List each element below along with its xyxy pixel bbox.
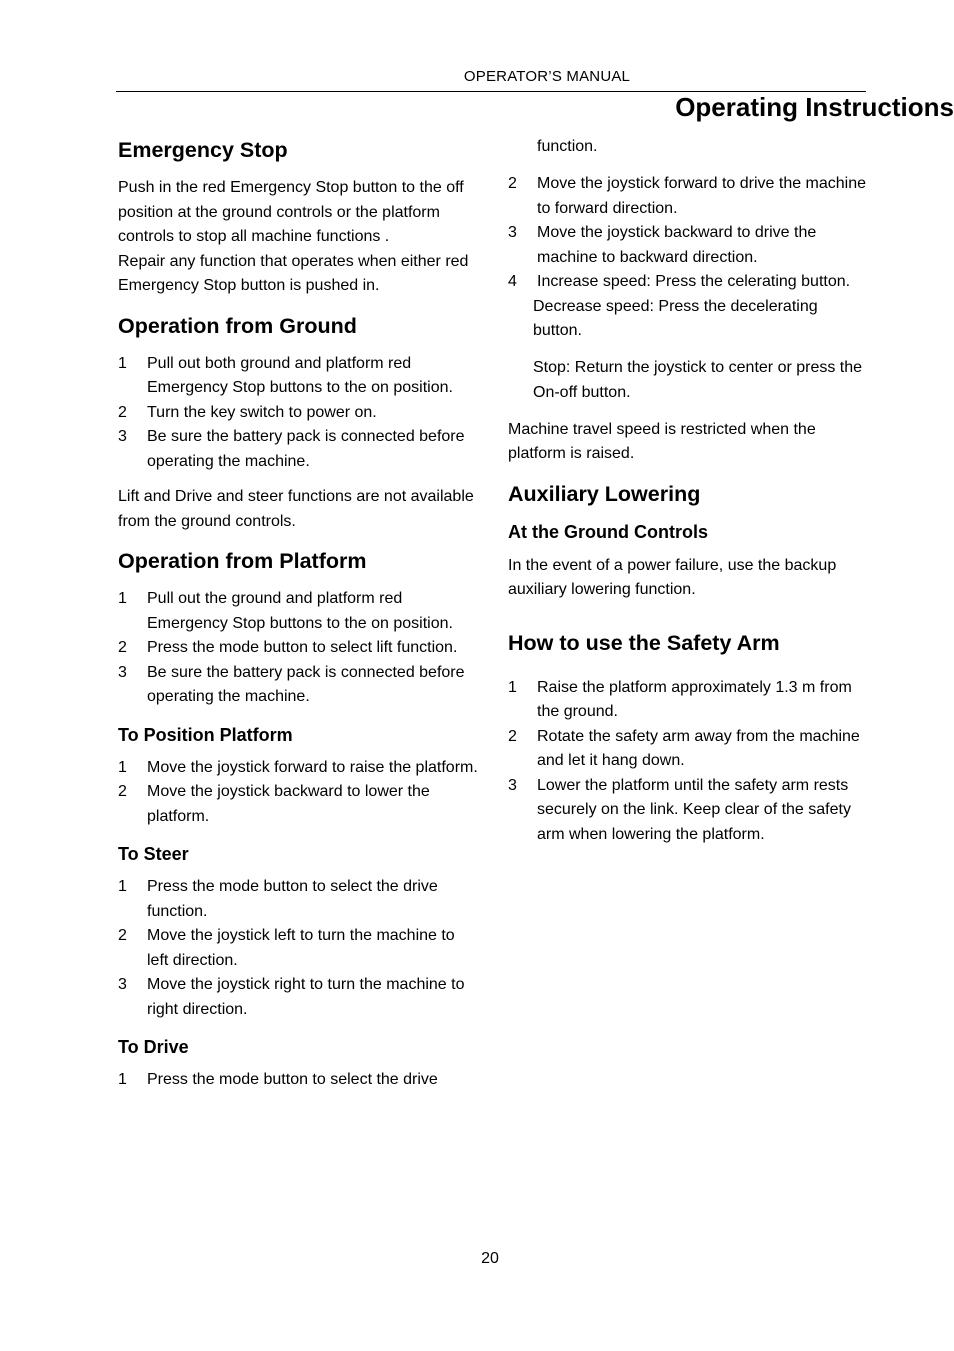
step-text: Move the joystick left to turn the machine to left direction. <box>147 927 455 969</box>
step-list <box>508 676 870 848</box>
step-number: 2 <box>118 927 127 944</box>
section-to-position-platform <box>118 723 480 830</box>
step-number: 1 <box>118 354 127 372</box>
step-text: Turn the key switch to power on. <box>147 403 377 421</box>
step-number: 2 <box>508 175 517 192</box>
step-text: Raise the platform approximately 1.3 m from the ground. <box>537 678 852 720</box>
step-number: 3 <box>118 663 127 681</box>
section-heading: Operation from Platform <box>118 549 367 573</box>
right-column <box>508 130 870 847</box>
step-text: Increase speed: Press the celerating button. <box>537 273 851 290</box>
list-item <box>508 221 870 270</box>
section-emergency-stop <box>118 130 480 299</box>
list-item <box>118 756 480 781</box>
subsection-heading: To Position Platform <box>118 724 293 745</box>
step-list <box>118 875 480 1022</box>
list-item <box>118 924 480 973</box>
subsection-heading: To Steer <box>118 844 189 864</box>
step-text: Move the joystick forward to drive the machine to forward direction. <box>537 175 867 217</box>
list-item <box>508 774 870 848</box>
step-number: 3 <box>118 428 127 445</box>
step-number: 1 <box>118 1071 127 1088</box>
step-number: 1 <box>118 878 127 895</box>
subsection-heading: At the Ground Controls <box>508 521 708 542</box>
section-to-drive <box>118 1035 480 1093</box>
list-item <box>118 661 480 710</box>
step-number: 2 <box>118 783 127 800</box>
step-text: Move the joystick right to turn the machine to right direction. <box>147 976 465 1018</box>
section-heading: Emergency Stop <box>118 138 288 162</box>
list-item <box>118 352 480 401</box>
list-item <box>118 425 480 474</box>
paragraph: Lift and Drive and steer functions are not available from the ground controls. <box>118 488 474 530</box>
paragraph: Stop: Return the joystick to center or press the On-off button. <box>533 359 863 401</box>
section-heading: Auxiliary Lowering <box>508 481 701 506</box>
step-number: 2 <box>508 727 517 745</box>
step-text: Be sure the battery pack is connected before operating the machine. <box>147 428 465 470</box>
step-text: Move the joystick backward to lower the platform. <box>147 783 430 825</box>
step-list <box>118 352 480 475</box>
step-list <box>118 1068 480 1093</box>
list-item <box>118 875 480 924</box>
left-column <box>118 130 480 1093</box>
section-auxiliary-lowering <box>508 480 870 603</box>
subsection-heading: To Drive <box>118 1037 189 1057</box>
step-text-continued: function. <box>537 138 598 155</box>
paragraph: Decrease speed: Press the decelerating button. <box>533 297 818 339</box>
list-item <box>508 676 870 725</box>
page-header <box>116 67 866 92</box>
step-text: Pull out the ground and platform red Emergency Stop buttons to the on position. <box>147 590 453 632</box>
section-heading: How to use the Safety Arm <box>508 630 780 655</box>
list-item <box>118 1068 480 1093</box>
page-title: Operating Instructions <box>675 92 954 122</box>
running-head: OPERATOR’S MANUAL <box>463 68 631 85</box>
section-safety-arm <box>508 629 870 848</box>
section-heading: Operation from Ground <box>118 313 357 338</box>
step-number: 2 <box>118 639 127 656</box>
list-item <box>118 587 480 636</box>
step-number: 3 <box>508 776 517 794</box>
list-item <box>508 172 870 221</box>
step-number: 4 <box>508 273 517 290</box>
step-text: Move the joystick backward to drive the machine to backward direction. <box>537 224 817 266</box>
step-text: Rotate the safety arm away from the machine and let it hang down. <box>537 727 860 769</box>
page-number: 20 <box>481 1250 499 1267</box>
step-number: 2 <box>118 403 127 421</box>
section-operation-from-ground <box>118 312 480 535</box>
step-list <box>118 756 480 830</box>
step-number: 1 <box>118 590 127 607</box>
step-text: Press the mode button to select lift function. <box>147 639 458 656</box>
step-number: 1 <box>118 758 127 776</box>
section-to-steer <box>118 842 480 1022</box>
paragraph: Repair any function that operates when either red Emergency Stop button is pushed in. <box>118 252 469 294</box>
step-list <box>508 172 870 295</box>
list-item <box>118 973 480 1022</box>
step-text: Be sure the battery pack is connected before operating the machine. <box>147 663 465 705</box>
list-item <box>118 636 480 661</box>
list-item <box>118 780 480 829</box>
paragraph: In the event of a power failure, use the backup auxiliary lowering function. <box>508 556 837 598</box>
step-text: Press the mode button to select the drive function. <box>147 878 438 920</box>
step-list <box>118 587 480 710</box>
section-operation-from-platform <box>118 547 480 710</box>
list-item <box>118 401 480 426</box>
step-text: Pull out both ground and platform red Emergency Stop buttons to the on position. <box>147 354 453 396</box>
list-item <box>508 725 870 774</box>
step-text: Move the joystick forward to raise the platform. <box>147 758 478 776</box>
step-number: 1 <box>508 678 517 696</box>
paragraph: Machine travel speed is restricted when the platform is raised. <box>508 420 816 462</box>
step-number: 3 <box>118 976 127 993</box>
paragraph: Push in the red Emergency Stop button to the off position at the ground controls or the platform controls to stop all machine functions . <box>118 179 464 245</box>
step-number: 3 <box>508 224 517 241</box>
list-item <box>508 270 870 295</box>
step-text: Press the mode button to select the drive <box>147 1071 438 1088</box>
step-text: Lower the platform until the safety arm rests securely on the link. Keep clear of the safety arm when lowering the platform. <box>537 776 851 843</box>
